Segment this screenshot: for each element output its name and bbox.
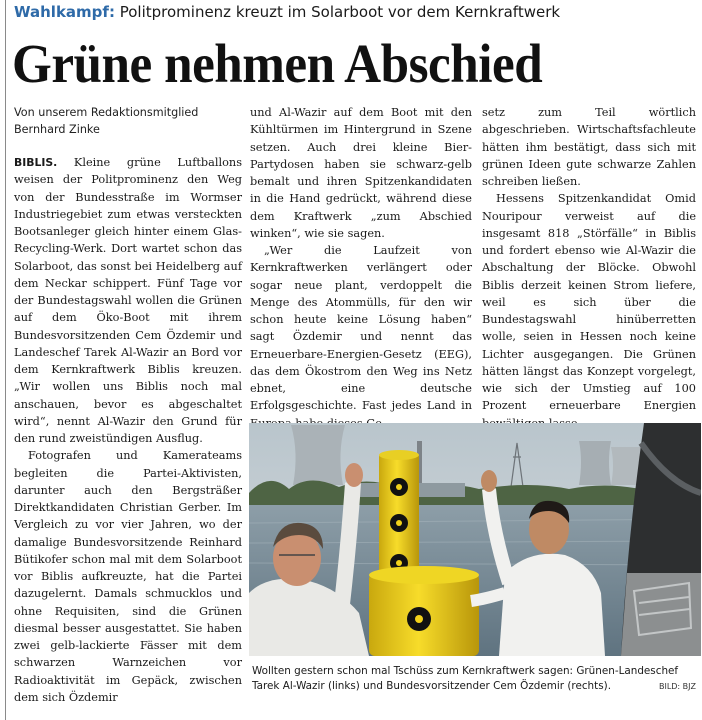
kicker-text: Politprominenz kreuzt im Solarboot vor dem Kernkraftwerk xyxy=(114,3,561,21)
photo-caption: Wollten gestern schon mal Tschüss zum Kernkraftwerk sagen: Grünen-Landeschef Tarek Al-Wazir (links) und Bundesvorsitzender Cem Özdemir (rechts). xyxy=(252,665,679,692)
cooling-tower xyxy=(291,425,345,485)
headline: Grüne nehmen Abschied xyxy=(12,33,543,94)
article-paragraph: Hessens Spitzenkandidat Omid Nouripour verweist auf die insgesamt 818 „Störfälle“ in Biblis und fordert ebenso wie Al-Wazir die Abschaltung der Blöcke. Obwohl Biblis derzeit keinen Strom liefere, weil es sich über die Bundestagswahl hinüberretten wolle, seien in Hessen noch keine Lichter ausgegangen. Die Grünen hätten längst das Konzept vorgelegt, wie sich der Umstieg auf 100 Prozent erneuerbare Energien xyxy=(482,192,696,413)
article-paragraph: und Al-Wazir auf dem Boot mit den Kühltürmen im Hintergrund in Szene setzen. Auch drei kleine Bier-Partydosen haben sie schwarz-gelb bemalt und ihren Spitzenkandidaten in die Hand gedrückt, während diese dem Kraftwerk „zum Abschied winken“, wie sie sagen. xyxy=(250,106,472,240)
article-column-1 xyxy=(14,154,242,706)
kicker-topic: Wahlkampf xyxy=(14,3,109,21)
photo-credit: BILD: BJZ xyxy=(658,682,696,691)
byline-role: Von unserem Redaktionsmitglied xyxy=(14,106,199,119)
article-column-3 xyxy=(482,104,696,432)
article-paragraph: setz zum Teil wörtlich abgeschrieben. Wirtschaftsfachleute hätten ihm bestätigt, dass sich mit grünen Ideen gute schwarze Zahlen schreiben ließen. xyxy=(482,106,696,188)
article-column-2 xyxy=(250,104,472,432)
byline-author: Bernhard Zinke xyxy=(14,123,100,136)
kicker-separator: : xyxy=(108,3,115,21)
news-photo xyxy=(249,423,701,656)
cooling-tower xyxy=(611,447,641,485)
photo-illustration xyxy=(249,423,701,656)
article-paragraph: „Wer die Laufzeit von Kernkraftwerken verlängert oder sogar neue plant, verdoppelt die Menge des Atommülls, für den wir schon heute keine Lösung haben“ sagt Özdemir und nennt das Erneuerbare-Energien-Gesetz (EEG), das dem Ökostrom den Weg ins Netz ebnet, eine deutsche Erfolgsgeschichte. Fast jedes Land in xyxy=(250,244,472,413)
kicker xyxy=(14,3,560,21)
column-rule xyxy=(5,0,6,720)
dateline: BIBLIS. xyxy=(14,156,58,169)
barrel-lower xyxy=(369,566,479,656)
cooling-tower xyxy=(579,441,611,485)
article-paragraph: Fotografen und Kamerateams begleiten die Partei-Aktivisten, darunter auch den Bergsträßer Direktkandidaten Christian Gerber. Im Vergleich zu vor vier Jahren, wo der damalige Bundesvorsitzende Reinhard Bütikofer schon mal mit dem Solarboot vor Biblis aufkreuzte, hat die Partei dazugelernt. Damals schmucklos und ohne Requisiten, sind die Grünen diesmal besser ausgestattet. Sie haben zwei gelb-lackierte Fässer mit dem schwarzen Warnzeichen vor Radioaktivität im Gepäck, zwischen dem sich Özdemir xyxy=(14,449,242,704)
paragraph-text: Kleine grüne Luftballons weisen der Politprominenz den Weg von der Bundesstraße im Wormser Industriegebiet zum etwas versteckten Bootsanleger gleich hinter einem Glas-Recycling-Werk. Dort wartet schon das Solarboot, das sonst bei Heidelberg auf dem Neckar schippert. Fünf Tage vor der Bundestagswahl wollen die Grünen auf dem Öko-Boot mit ihrem Bundesvorsitzenden Cem Özdemir und Landeschef Tarek Al-Wazir an Bord vor dem Kernkraftwerk Biblis kreuzen. „Wir wollen uns Biblis noch mal anschauen, bevor es abgeschaltet wird“, nennt Al-Wazir den Grund für den rund zweistündigen Ausflug. xyxy=(14,156,242,445)
article-paragraph xyxy=(14,154,242,447)
byline xyxy=(14,104,198,138)
